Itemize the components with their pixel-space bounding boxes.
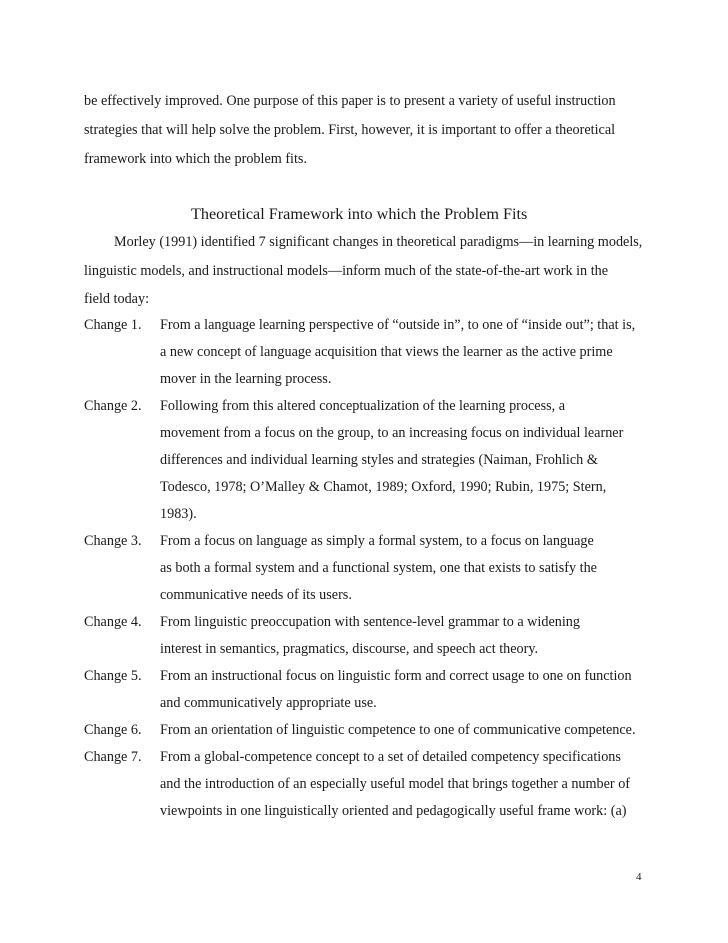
- document-page: be effectively improved. One purpose of this paper is to present a variety of useful instruction strategies that will help solve the problem. First, however, it is important to offer a theoretical framework into which the problem fits. Theoretical Framework into which the Problem Fits Morley (1991) identified 7 significant changes in theoretical paradigms—in learning models, linguistic models, and instructional models—inform much of the state-of-the-art work in the field today: Change 1. From a language learning perspective of “outside in”, to one of “inside out”; that is, a new concept of language acquisition that views the learner as the active prime mover in the learning process. Change 2. Following from this altered conceptualization of the learning process, a movement from a focus on the group, to an increasing focus on individual learner differences and individual learning styles and strategies (Naiman, Frohlich & Todesco, 1978; O’Malley & Chamot, 1989; Oxford, 1990; Rubin, 1975; Stern, 1983). Change 3. From a focus on language as simply a formal system, to a focus on language as both a formal system and a functional system, one that exists to satisfy the communicative needs of its users. Change 4. From linguistic preoccupation with sentence-level grammar to a widening interest in semantics, pragmatics, discourse, and speech act theory. Change 5. From an instructional focus on linguistic form and correct usage to one on function and communicatively appropriate use. Change 6. From an orientation of linguistic competence to one of communicative competence. Change 7. From a global-competence concept to a set of detailed competency specifications and the introduction of an especially useful model that brings together a number of viewpoints in one linguistically oriented and pedagogically useful frame work: (a) 4: [84, 93, 643, 883]
- change-text-line: From a global-competence concept to a set of detailed competency specifications: [160, 749, 621, 765]
- change-label: Change 5.: [84, 668, 142, 684]
- change-text-line: differences and individual learning styles and strategies (Naiman, Frohlich &: [160, 452, 598, 468]
- change-text-line: From an instructional focus on linguistic form and correct usage to one on function: [160, 668, 632, 684]
- change-label: Change 1.: [84, 317, 142, 333]
- change-text-line: From a language learning perspective of “outside in”, to one of “inside out”; that is,: [160, 317, 636, 333]
- section-paragraph-line: linguistic models, and instructional models—inform much of the state-of-the-art work in the: [84, 263, 609, 279]
- change-text-line: a new concept of language acquisition that views the learner as the active prime: [160, 344, 613, 360]
- change-text-line: mover in the learning process.: [160, 371, 332, 387]
- change-label: Change 2.: [84, 398, 142, 414]
- change-text-line: communicative needs of its users.: [160, 587, 352, 603]
- change-text-line: From an orientation of linguistic competence to one of communicative competence.: [160, 722, 636, 738]
- change-text-line: movement from a focus on the group, to an increasing focus on individual learner: [160, 425, 624, 441]
- change-text-line: Todesco, 1978; O’Malley & Chamot, 1989; Oxford, 1990; Rubin, 1975; Stern,: [160, 479, 607, 495]
- section-paragraph-line: field today:: [84, 291, 150, 307]
- intro-line: strategies that will help solve the problem. First, however, it is important to offer a theoretical: [84, 122, 616, 138]
- change-label: Change 4.: [84, 614, 142, 630]
- change-text-line: 1983).: [160, 506, 197, 522]
- change-text-line: and communicatively appropriate use.: [160, 695, 377, 711]
- change-label: Change 6.: [84, 722, 142, 738]
- change-label: Change 3.: [84, 533, 142, 549]
- change-text-line: From a focus on language as simply a formal system, to a focus on language: [160, 533, 594, 549]
- section-paragraph-line: Morley (1991) identified 7 significant changes in theoretical paradigms—in learning models,: [114, 234, 643, 250]
- change-text-line: viewpoints in one linguistically oriented and pedagogically useful frame work: (a): [160, 803, 627, 819]
- change-text-line: Following from this altered conceptualization of the learning process, a: [160, 398, 566, 414]
- change-label: Change 7.: [84, 749, 142, 765]
- change-text-line: From linguistic preoccupation with sentence-level grammar to a widening: [160, 614, 580, 630]
- intro-line: framework into which the problem fits.: [84, 151, 308, 167]
- change-text-line: interest in semantics, pragmatics, discourse, and speech act theory.: [160, 641, 539, 657]
- change-text-line: and the introduction of an especially useful model that brings together a number of: [160, 776, 631, 792]
- intro-line: be effectively improved. One purpose of this paper is to present a variety of useful instruction: [84, 93, 616, 109]
- change-text-line: as both a formal system and a functional system, one that exists to satisfy the: [160, 560, 597, 576]
- page-number: 4: [636, 871, 642, 883]
